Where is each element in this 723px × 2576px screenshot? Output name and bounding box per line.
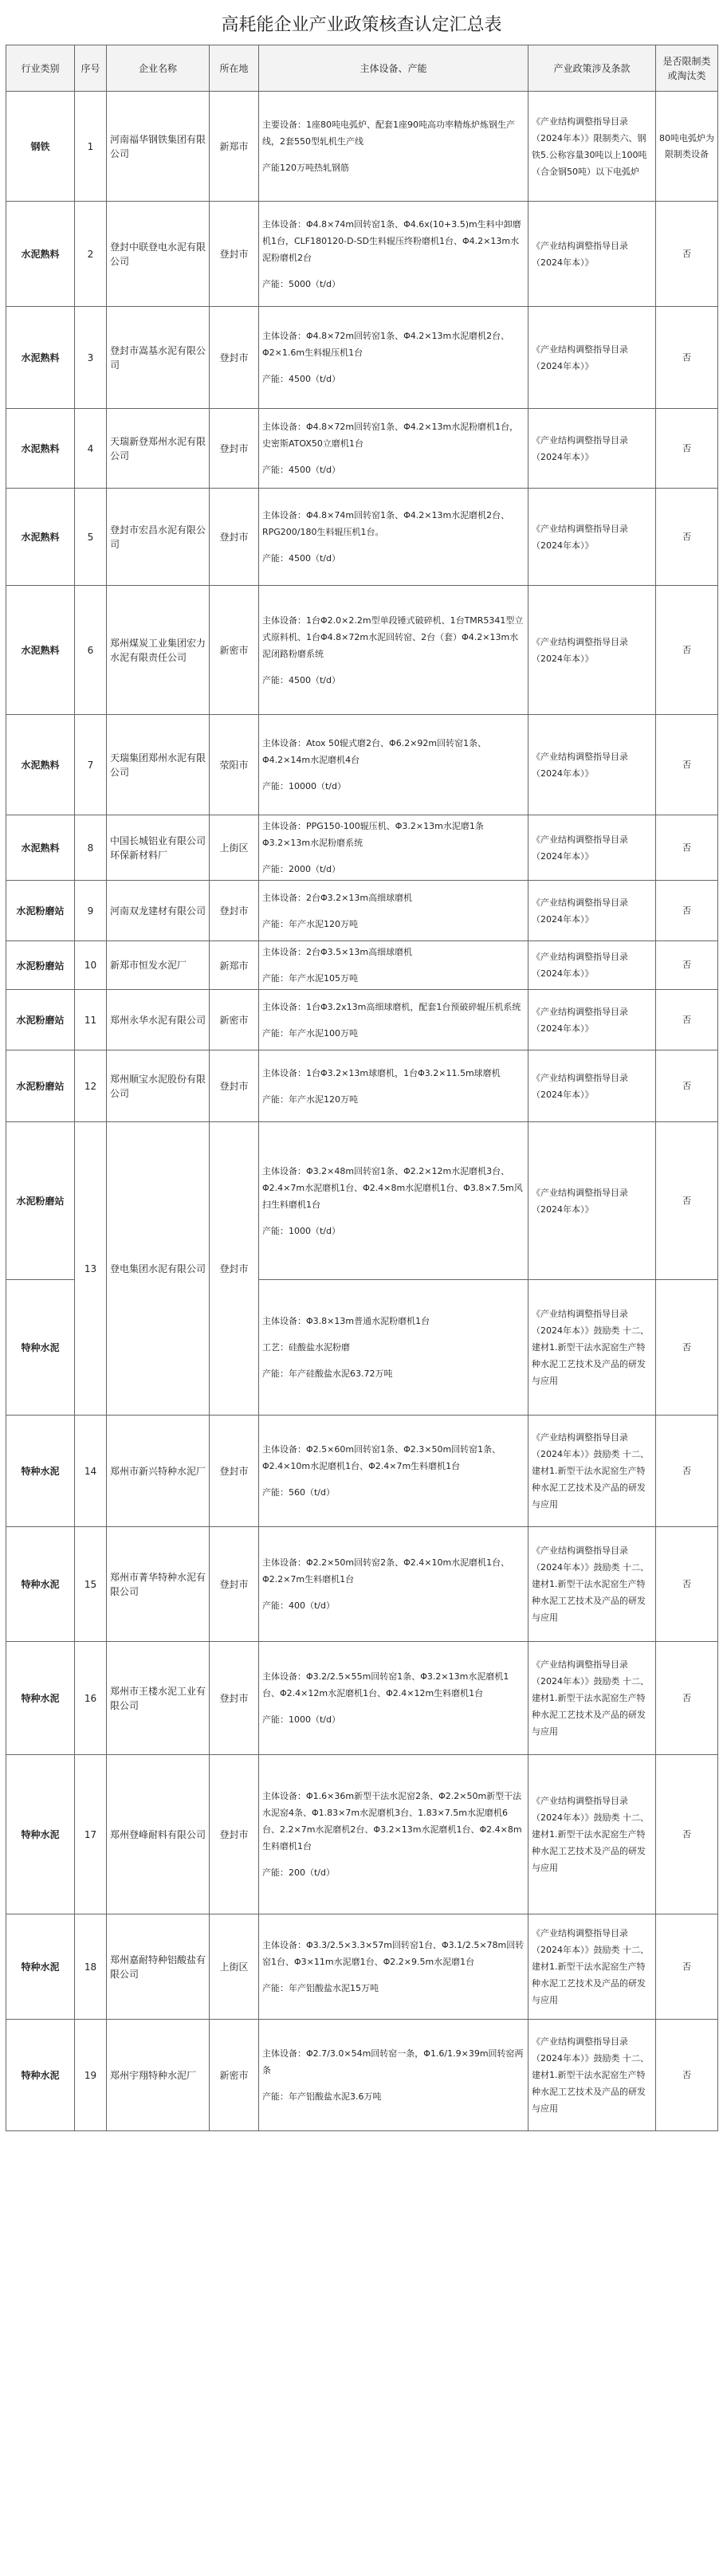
row-equipment: [259, 1755, 528, 1914]
row-policy: 《产业结构调整指导目录（2024年本）》: [528, 409, 656, 489]
row-policy: 《产业结构调整指导目录（2024年本）》限制类六、钢铁5.公称容量30吨以上100吨（合金钢50吨）以下电弧炉: [528, 92, 656, 202]
table-row: [6, 2020, 718, 2131]
row-number: 15: [75, 1527, 107, 1642]
row-company: 郑州市王楼水泥工业有限公司: [107, 1642, 210, 1755]
table-row: [6, 1914, 718, 2020]
row-equipment: [259, 815, 528, 881]
equipment-line: 主体设备：2台Φ3.5×13m高细球磨机: [262, 947, 413, 957]
equipment-line: 产能：1000（t/d）: [262, 1714, 340, 1725]
equipment-line: 主体设备：Φ4.8×72m回转窑1条、Φ4.2×13m水泥粉磨机1台，史密斯ATOX50立磨机1台: [262, 422, 519, 449]
row-category: 水泥熟料: [6, 409, 75, 489]
row-restricted: 否: [656, 1416, 718, 1527]
row-restricted: 否: [656, 881, 718, 941]
header-company: 企业名称: [107, 45, 210, 92]
row-location: 新密市: [210, 990, 259, 1050]
row-equipment: [259, 1050, 528, 1122]
equipment-line: 工艺：硅酸盐水泥粉磨: [262, 1342, 350, 1353]
row-category: 水泥粉磨站: [6, 941, 75, 990]
row-number: 7: [75, 715, 107, 815]
header-no: 序号: [75, 45, 107, 92]
row-equipment: [259, 1914, 528, 2020]
equipment-line: 产能：5000（t/d）: [262, 278, 340, 289]
row-category: 特种水泥: [6, 1416, 75, 1527]
equipment-line: 主体设备：Atox 50辊式磨2台、Φ6.2×92m回转窑1条、Φ4.2×14m水泥磨机4台: [262, 738, 487, 765]
row-company: 郑州市菁华特种水泥有限公司: [107, 1527, 210, 1642]
table-row: [6, 941, 718, 990]
row-restricted: 否: [656, 990, 718, 1050]
row-equipment: [259, 202, 528, 307]
equipment-line: 主体设备：1台Φ3.2×13m球磨机，1台Φ3.2×11.5m球磨机: [262, 1067, 501, 1078]
equipment-line: 主体设备：Φ4.8×74m回转窑1条、Φ4.2×13m水泥磨机2台、RPG200/180生料辊压机1台。: [262, 510, 510, 537]
row-restricted: 否: [656, 941, 718, 990]
row-restricted: 否: [656, 489, 718, 586]
row-category: 水泥熟料: [6, 586, 75, 715]
row-category: 特种水泥: [6, 1642, 75, 1755]
row-number: 4: [75, 409, 107, 489]
row-company: 郑州永华水泥有限公司: [107, 990, 210, 1050]
table-row: [6, 489, 718, 586]
row-restricted: 否: [656, 715, 718, 815]
page-title: 高耗能企业产业政策核查认定汇总表: [221, 15, 502, 35]
equipment-line: 主体设备：Φ3.2×48m回转窑1条、Φ2.2×12m水泥磨机3台、Φ2.4×7m水泥磨机1台、Φ2.4×8m水泥磨机1台、Φ3.8×7.5m风扫生料磨机1台: [262, 1165, 523, 1210]
row-policy: 《产业结构调整指导目录（2024年本）》: [528, 815, 656, 881]
row-company: 登封中联登电水泥有限公司: [107, 202, 210, 307]
row-equipment: [259, 1416, 528, 1527]
row-company: 郑州嘉耐特种铝酸盐有限公司: [107, 1914, 210, 2020]
row-location: 登封市: [210, 489, 259, 586]
row-number: 10: [75, 941, 107, 990]
table-row: [6, 881, 718, 941]
equipment-line: 主体设备：PPG150-100辊压机、Φ3.2×13m水泥磨1条Φ3.2×13m水泥粉磨系统: [262, 821, 484, 848]
row-equipment: [259, 92, 528, 202]
row-policy: 《产业结构调整指导目录（2024年本）》: [528, 881, 656, 941]
row-equipment: [259, 2020, 528, 2131]
row-category: 水泥粉磨站: [6, 1050, 75, 1122]
row-company: 河南福华钢铁集团有限公司: [107, 92, 210, 202]
row-policy: 《产业结构调整指导目录（2024年本）》鼓励类 十二、建材1.新型干法水泥窑生产特种水泥工艺技术及产品的研发与应用: [528, 1755, 656, 1914]
equipment-line: 主体设备：1台Φ2.0×2.2m型单段锤式破碎机、1台TMR5341型立式原料机、1台Φ4.8×72m水泥回转窑、2台（套）Φ4.2×13m水泥闭路粉磨系统: [262, 615, 524, 659]
equipment-line: 主体设备：Φ2.5×60m回转窑1条、Φ2.3×50m回转窑1条、Φ2.4×10m水泥磨机1台、Φ2.4×7m生料磨机1台: [262, 1444, 501, 1471]
equipment-line: 主体设备：Φ3.8×13m普通水泥粉磨机1台: [262, 1316, 430, 1326]
equipment-line: 产能：年产铝酸盐水泥3.6万吨: [262, 2091, 382, 2102]
equipment-line: 产能：年产水泥105万吨: [262, 973, 358, 984]
row-category: 特种水泥: [6, 1755, 75, 1914]
row-category: 特种水泥: [6, 1527, 75, 1642]
row-restricted: 否: [656, 1527, 718, 1642]
row-location: 登封市: [210, 881, 259, 941]
row-location: 新郑市: [210, 92, 259, 202]
table-row: [6, 409, 718, 489]
equipment-line: 主体设备：Φ2.7/3.0×54m回转窑一条，Φ1.6/1.9×39m回转窑两条: [262, 2048, 524, 2075]
equipment-line: 产能：4500（t/d）: [262, 674, 340, 685]
row-company: 郑州顺宝水泥股份有限公司: [107, 1050, 210, 1122]
row-equipment: [259, 1122, 528, 1280]
row-equipment: [259, 1642, 528, 1755]
table-row: [6, 586, 718, 715]
row-location: 登封市: [210, 1122, 259, 1416]
row-number: 8: [75, 815, 107, 881]
row-location: 新密市: [210, 2020, 259, 2131]
row-policy: 《产业结构调整指导目录（2024年本）》: [528, 990, 656, 1050]
row-category: 水泥粉磨站: [6, 881, 75, 941]
equipment-line: 产能：4500（t/d）: [262, 553, 340, 564]
equipment-line: 主体设备：Φ3.3/2.5×3.3×57m回转窑1台、Φ3.1/2.5×78m回转窑1台、Φ3×11m水泥磨1台、Φ2.2×9.5m水泥磨1台: [262, 1940, 525, 1967]
row-equipment: [259, 586, 528, 715]
equipment-line: 产能：年产水泥120万吨: [262, 918, 358, 929]
row-equipment: [259, 990, 528, 1050]
table-row: [6, 1642, 718, 1755]
row-restricted: 否: [656, 202, 718, 307]
row-location: 登封市: [210, 1050, 259, 1122]
table-row: [6, 715, 718, 815]
row-category: 水泥熟料: [6, 202, 75, 307]
equipment-line: 产能：200（t/d）: [262, 1867, 335, 1878]
row-location: 上街区: [210, 1914, 259, 2020]
row-company: 河南双龙建材有限公司: [107, 881, 210, 941]
equipment-line: 产能120万吨热轧钢筋: [262, 163, 349, 173]
row-location: 新郑市: [210, 941, 259, 990]
row-policy: 《产业结构调整指导目录（2024年本）》鼓励类 十二、建材1.新型干法水泥窑生产特种水泥工艺技术及产品的研发与应用: [528, 1914, 656, 2020]
header-row: [6, 45, 718, 92]
row-location: 登封市: [210, 202, 259, 307]
equipment-line: 产能：年产水泥120万吨: [262, 1094, 358, 1105]
policy-summary-table: [6, 45, 718, 2131]
row-location: 登封市: [210, 307, 259, 409]
row-company: 登封市宏昌水泥有限公司: [107, 489, 210, 586]
row-policy: 《产业结构调整指导目录（2024年本）》: [528, 1122, 656, 1280]
row-number: 16: [75, 1642, 107, 1755]
table-row: [6, 1527, 718, 1642]
equipment-line: 主体设备：1台Φ3.2x13m高细球磨机，配套1台预破碎辊压机系统: [262, 1001, 521, 1012]
row-company: 登电集团水泥有限公司: [107, 1122, 210, 1416]
table-row: [6, 92, 718, 202]
equipment-line: 主体设备：Φ3.2/2.5×55m回转窑1条、Φ3.2×13m水泥磨机1台、Φ2.4×12m水泥磨机1台、Φ2.4×12m生料磨机1台: [262, 1671, 509, 1698]
row-restricted: 否: [656, 586, 718, 715]
equipment-line: 产能：年产水泥100万吨: [262, 1027, 358, 1039]
table-row: [6, 1755, 718, 1914]
row-policy: 《产业结构调整指导目录（2024年本）》: [528, 941, 656, 990]
row-number: 13: [75, 1122, 107, 1416]
row-number: 9: [75, 881, 107, 941]
equipment-line: 产能：2000（t/d）: [262, 864, 340, 874]
row-equipment: [259, 881, 528, 941]
row-category: 钢铁: [6, 92, 75, 202]
row-location: 登封市: [210, 1416, 259, 1527]
row-restricted: 80吨电弧炉为限制类设备: [656, 92, 718, 202]
table-row: [6, 1122, 718, 1280]
row-policy: 《产业结构调整指导目录（2024年本）》: [528, 586, 656, 715]
equipment-line: 主体设备：Φ4.8×72m回转窑1条、Φ4.2×13m水泥磨机2台、Φ2×1.6m生料辊压机1台: [262, 331, 510, 358]
equipment-line: 产能：年产硅酸盐水泥63.72万吨: [262, 1368, 393, 1379]
row-category: 水泥熟料: [6, 815, 75, 881]
row-company: 天瑞新登郑州水泥有限公司: [107, 409, 210, 489]
row-equipment: [259, 941, 528, 990]
row-location: 登封市: [210, 1755, 259, 1914]
row-location: 上街区: [210, 815, 259, 881]
table-row: [6, 1416, 718, 1527]
equipment-line: 主体设备：Φ2.2×50m回转窑2条、Φ2.4×10m水泥磨机1台、Φ2.2×7m生料磨机1台: [262, 1557, 510, 1584]
row-company: 中国长城铝业有限公司环保新材料厂: [107, 815, 210, 881]
row-number: 1: [75, 92, 107, 202]
row-restricted: 否: [656, 1642, 718, 1755]
table-row: [6, 815, 718, 881]
equipment-line: 主要设备：1座80吨电弧炉、配套1座90吨高功率精炼炉炼钢生产线，2套550型轧机生产线: [262, 120, 515, 147]
row-equipment: [259, 409, 528, 489]
row-location: 登封市: [210, 1642, 259, 1755]
row-category: 水泥粉磨站: [6, 1122, 75, 1280]
row-policy: 《产业结构调整指导目录（2024年本）》: [528, 307, 656, 409]
row-equipment: [259, 307, 528, 409]
row-policy: 《产业结构调整指导目录（2024年本）》: [528, 489, 656, 586]
row-restricted: 否: [656, 307, 718, 409]
row-company: 登封市嵩基水泥有限公司: [107, 307, 210, 409]
row-category: 特种水泥: [6, 2020, 75, 2131]
header-policy: 产业政策涉及条款: [528, 45, 656, 92]
equipment-line: 产能：560（t/d）: [262, 1487, 335, 1498]
row-number: 6: [75, 586, 107, 715]
row-category: 水泥熟料: [6, 489, 75, 586]
row-number: 2: [75, 202, 107, 307]
equipment-line: 产能：400（t/d）: [262, 1600, 335, 1611]
row-location: 新密市: [210, 586, 259, 715]
row-number: 17: [75, 1755, 107, 1914]
equipment-line: 产能：10000（t/d）: [262, 781, 346, 791]
equipment-line: 产能：年产铝酸盐水泥15万吨: [262, 1983, 379, 1993]
row-restricted: 否: [656, 1050, 718, 1122]
row-equipment: [259, 1527, 528, 1642]
row-equipment: [259, 1280, 528, 1416]
row-category: 水泥粉磨站: [6, 990, 75, 1050]
row-policy: 《产业结构调整指导目录（2024年本）》鼓励类 十二、建材1.新型干法水泥窑生产特种水泥工艺技术及产品的研发与应用: [528, 1527, 656, 1642]
row-policy: 《产业结构调整指导目录（2024年本）》鼓励类 十二、建材1.新型干法水泥窑生产特种水泥工艺技术及产品的研发与应用: [528, 2020, 656, 2131]
row-number: 5: [75, 489, 107, 586]
row-policy: 《产业结构调整指导目录（2024年本）》鼓励类 十二、建材1.新型干法水泥窑生产特种水泥工艺技术及产品的研发与应用: [528, 1416, 656, 1527]
equipment-line: 产能：1000（t/d）: [262, 1225, 340, 1236]
equipment-line: 产能：4500（t/d）: [262, 465, 340, 475]
row-number: 14: [75, 1416, 107, 1527]
row-policy: 《产业结构调整指导目录（2024年本）》: [528, 202, 656, 307]
row-company: 郑州市新兴特种水泥厂: [107, 1416, 210, 1527]
row-location: 荥阳市: [210, 715, 259, 815]
row-policy: 《产业结构调整指导目录（2024年本）》鼓励类 十二、建材1.新型干法水泥窑生产特种水泥工艺技术及产品的研发与应用: [528, 1280, 656, 1416]
row-restricted: 否: [656, 2020, 718, 2131]
row-location: 登封市: [210, 409, 259, 489]
row-restricted: 否: [656, 1914, 718, 2020]
row-restricted: 否: [656, 815, 718, 881]
header-restricted: 是否限制类或淘汰类: [656, 45, 718, 92]
row-number: 3: [75, 307, 107, 409]
row-category: 特种水泥: [6, 1280, 75, 1416]
row-policy: 《产业结构调整指导目录（2024年本）》: [528, 1050, 656, 1122]
row-number: 12: [75, 1050, 107, 1122]
row-restricted: 否: [656, 409, 718, 489]
equipment-line: 主体设备：Φ4.8×74m回转窑1条、Φ4.6x(10+3.5)m生料中卸磨机1台，CLF180120-D-SD生料辊压终粉磨机1台、Φ4.2×13m水泥粉磨机2台: [262, 218, 521, 263]
row-equipment: [259, 715, 528, 815]
row-number: 18: [75, 1914, 107, 2020]
row-restricted: 否: [656, 1122, 718, 1280]
row-location: 登封市: [210, 1527, 259, 1642]
row-company: 新郑市恒发水泥厂: [107, 941, 210, 990]
equipment-line: 主体设备：2台Φ3.2×13m高细球磨机: [262, 892, 413, 903]
equipment-line: 产能：4500（t/d）: [262, 374, 340, 384]
row-company: 天瑞集团郑州水泥有限公司: [107, 715, 210, 815]
row-category: 水泥熟料: [6, 307, 75, 409]
header-equipment: 主体设备、产能: [259, 45, 528, 92]
row-company: 郑州登峰耐料有限公司: [107, 1755, 210, 1914]
equipment-line: 主体设备：Φ1.6×36m新型干法水泥窑2条、Φ2.2×50m新型干法水泥窑4条、Φ1.83×7m水泥磨机3台、1.83×7.5m水泥磨机6台、2.2×7m水泥磨机2台、Φ3.2×13m水泥磨机1台、Φ2.4×8m生料磨机1台: [262, 1791, 522, 1852]
row-company: 郑州煤炭工业集团宏力水泥有限责任公司: [107, 586, 210, 715]
header-category: 行业类别: [6, 45, 75, 92]
table-row: [6, 990, 718, 1050]
row-restricted: 否: [656, 1280, 718, 1416]
header-location: 所在地: [210, 45, 259, 92]
row-equipment: [259, 489, 528, 586]
row-category: 特种水泥: [6, 1914, 75, 2020]
table-row: [6, 1050, 718, 1122]
row-policy: 《产业结构调整指导目录（2024年本）》鼓励类 十二、建材1.新型干法水泥窑生产特种水泥工艺技术及产品的研发与应用: [528, 1642, 656, 1755]
row-number: 19: [75, 2020, 107, 2131]
row-restricted: 否: [656, 1755, 718, 1914]
row-policy: 《产业结构调整指导目录（2024年本）》: [528, 715, 656, 815]
row-category: 水泥熟料: [6, 715, 75, 815]
row-number: 11: [75, 990, 107, 1050]
table-row: [6, 202, 718, 307]
row-company: 郑州宇翔特种水泥厂: [107, 2020, 210, 2131]
table-row: [6, 307, 718, 409]
